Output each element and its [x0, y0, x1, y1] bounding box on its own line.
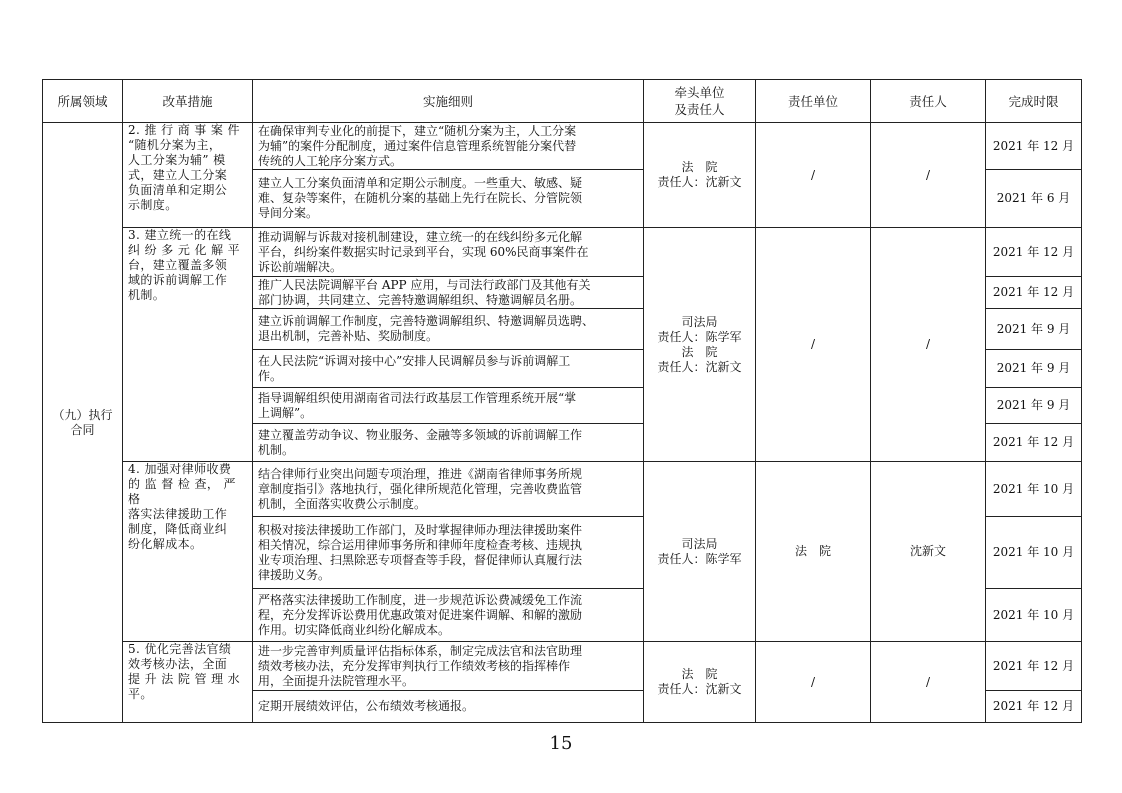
lead-unit-line: 司法局	[681, 314, 718, 329]
measure-text-line: 域的诉前调解工作	[128, 273, 228, 287]
detail-text-line: 建立覆盖劳动争议、物业服务、金融等多领域的诉前调解工作	[258, 427, 583, 442]
measure-text-line: 效考核办法，全面	[128, 657, 228, 671]
lead-unit-line: 法 院	[681, 160, 718, 174]
table-row	[43, 228, 1082, 277]
measure-text-line: 机制。	[128, 288, 166, 302]
deadline-cell: 2021 年 10 月	[986, 589, 1082, 642]
detail-text-line: 章制度指引》落地执行，强化律所规范化管理，完善收费监管	[258, 481, 583, 496]
detail-text-line: 导间分案。	[258, 206, 319, 220]
detail-text-line: 退出机制，完善补贴、奖励制度。	[258, 329, 439, 343]
table-header-row	[43, 80, 1082, 123]
deadline-cell: 2021 年 12 月	[986, 642, 1082, 691]
detail-cell	[253, 388, 644, 424]
lead-unit-cell	[644, 123, 756, 228]
detail-text-line: 传统的人工轮序分案方式。	[258, 153, 403, 168]
area-label: （九）执行	[52, 407, 113, 422]
lead-unit-line: 法 院	[681, 667, 718, 681]
detail-text-line: 律援助义务。	[258, 567, 331, 582]
lead-unit-line: 责任人：沈新文	[657, 682, 742, 696]
measure-text-line: 制度，降低商业纠	[128, 522, 228, 536]
measure-text-line: 平。	[128, 687, 153, 701]
measure-cell	[123, 123, 253, 228]
detail-cell	[253, 589, 644, 642]
detail-cell	[253, 309, 644, 350]
detail-text-line: 平台，纠纷案件数据实时记录到平台，实现 60%民商事案件在	[258, 244, 589, 259]
deadline-cell: 2021 年 9 月	[986, 350, 1082, 388]
area-label: 合同	[70, 422, 95, 437]
responsible-person-cell: /	[871, 642, 986, 723]
measure-text-line: 4. 加强对律师收费	[128, 462, 232, 476]
detail-text-line: 作用。切实降低商业纠纷化解成本。	[258, 622, 451, 637]
detail-text-line: 指导调解组织使用湖南省司法行政基层工作管理系统开展“掌	[258, 390, 577, 405]
measure-text-line: 式，建立人工分案	[128, 168, 228, 182]
detail-text-line: 用，全面提升法院管理水平。	[258, 673, 415, 688]
lead-unit-line: 责任人：沈新文	[657, 175, 742, 189]
page-number: 15	[549, 733, 573, 754]
detail-text-line: 机制。	[258, 442, 295, 457]
deadline-cell: 2021 年 9 月	[986, 388, 1082, 424]
responsible-unit-cell: /	[756, 228, 871, 462]
lead-unit-line: 司法局	[681, 536, 718, 551]
reform-measures-table	[42, 79, 1082, 723]
deadline-cell: 2021 年 12 月	[986, 424, 1082, 462]
responsible-person-cell: /	[871, 228, 986, 462]
measure-text-line: 的 监 督 检 查， 严 格	[128, 477, 236, 506]
detail-cell	[253, 424, 644, 462]
measure-text-line: 3. 建立统一的在线	[128, 228, 232, 242]
area-cell	[43, 123, 123, 723]
measure-text-line: 纠 纷 多 元 化 解 平	[128, 243, 241, 257]
measure-cell	[123, 642, 253, 723]
detail-text-line: 程，充分发挥诉讼费用优惠政策对促进案件调解、和解的激励	[258, 607, 583, 622]
lead-unit-cell	[644, 228, 756, 462]
deadline-cell: 2021 年 12 月	[986, 691, 1082, 723]
detail-text-line: 进一步完善审判质量评估指标体系，制定完成法官和法官助理	[258, 643, 583, 658]
detail-text-line: 积极对接法律援助工作部门，及时掌握律师办理法律援助案件	[258, 522, 583, 537]
deadline-cell: 2021 年 10 月	[986, 517, 1082, 589]
responsible-unit-cell: /	[756, 642, 871, 723]
deadline-cell: 2021 年 10 月	[986, 462, 1082, 517]
header-deadline: 完成时限	[986, 80, 1082, 123]
detail-text-line: 推广人民法院调解平台 APP 应用，与司法行政部门及其他有关	[258, 277, 591, 292]
measure-text-line: 示制度。	[128, 198, 178, 212]
detail-text-line: 推动调解与诉裁对接机制建设，建立统一的在线纠纷多元化解	[258, 229, 583, 244]
header-measure: 改革措施	[123, 80, 253, 123]
detail-text-line: 机制，全面落实收费公示制度。	[258, 496, 427, 511]
lead-unit-cell	[644, 462, 756, 642]
detail-text-line: 建立诉前调解工作制度，完善特邀调解组织、特邀调解员选聘、	[258, 314, 595, 328]
header-unit: 责任单位	[756, 80, 871, 123]
header-detail: 实施细则	[253, 80, 644, 123]
table-body	[43, 123, 1082, 723]
detail-cell	[253, 228, 644, 277]
detail-text-line: 上调解”。	[258, 405, 313, 420]
detail-cell	[253, 123, 644, 170]
header-lead	[644, 80, 756, 123]
lead-unit-cell	[644, 642, 756, 723]
detail-cell	[253, 350, 644, 388]
header-person: 责任人	[871, 80, 986, 123]
deadline-cell: 2021 年 6 月	[986, 170, 1082, 228]
header-lead-line2: 及责任人	[674, 102, 725, 117]
detail-text-line: 为辅”的案件分配制度，通过案件信息管理系统智能分案代替	[258, 138, 577, 153]
detail-text-line: 相关情况，综合运用律师事务所和律师年度检查考核、违规执	[258, 537, 583, 552]
measure-text-line: 台，建立覆盖多领	[128, 258, 228, 272]
detail-text-line: 难、复杂等案件，在随机分案的基础上先行在院长、分管院领	[258, 191, 583, 205]
detail-text-line: 部门协调，共同建立、完善特邀调解组织、特邀调解员名册。	[258, 292, 583, 307]
measure-text-line: 提 升 法 院 管 理 水	[128, 672, 241, 686]
table-row	[43, 462, 1082, 517]
table-row	[43, 123, 1082, 170]
detail-text-line: 建立人工分案负面清单和定期公示制度。一些重大、敏感、疑	[258, 176, 583, 190]
table-row	[43, 642, 1082, 691]
lead-unit-line: 责任人：沈新文	[657, 359, 742, 374]
detail-text-line: 定期开展绩效评估，公布绩效考核通报。	[258, 699, 475, 713]
measure-text-line: 纷化解成本。	[128, 537, 203, 551]
detail-cell	[253, 642, 644, 691]
detail-text-line: 诉讼前端解决。	[258, 259, 343, 274]
detail-text-line: 作。	[258, 368, 283, 383]
deadline-cell: 2021 年 9 月	[986, 309, 1082, 350]
measure-text-line: “随机分案为主，	[128, 138, 222, 152]
deadline-cell: 2021 年 12 月	[986, 123, 1082, 170]
detail-text-line: 绩效考核办法，充分发挥审判执行工作绩效考核的指挥棒作	[258, 658, 571, 673]
header-area: 所属领域	[43, 80, 123, 123]
detail-text-line: 业专项治理、扫黑除恶专项督查等手段，督促律师认真履行法	[258, 552, 583, 567]
detail-text-line: 在确保审判专业化的前提下，建立“随机分案为主，人工分案	[258, 123, 577, 138]
responsible-person-cell: /	[871, 123, 986, 228]
measure-text-line: 5. 优化完善法官绩	[128, 642, 232, 656]
detail-text-line: 结合律师行业突出问题专项治理，推进《湖南省律师事务所规	[258, 466, 583, 481]
detail-cell	[253, 462, 644, 517]
deadline-cell: 2021 年 12 月	[986, 277, 1082, 309]
detail-text-line: 在人民法院“诉调对接中心”安排人民调解员参与诉前调解工	[258, 353, 571, 368]
responsible-unit-cell: 法 院	[756, 462, 871, 642]
measure-text-line: 负面清单和定期公	[128, 183, 228, 197]
detail-cell	[253, 277, 644, 309]
header-lead-line1: 牵头单位	[674, 85, 725, 100]
measure-cell	[123, 228, 253, 462]
responsible-person-cell: 沈新文	[871, 462, 986, 642]
measure-text-line: 人工分案为辅” 模	[128, 153, 226, 167]
measure-text-line: 2. 推 行 商 事 案 件	[128, 123, 240, 137]
lead-unit-line: 责任人：陈学军	[657, 329, 742, 344]
detail-text-line: 严格落实法律援助工作制度，进一步规范诉讼费减缓免工作流	[258, 592, 583, 607]
lead-unit-line: 责任人：陈学军	[657, 551, 742, 566]
detail-cell	[253, 517, 644, 589]
detail-cell	[253, 691, 644, 723]
detail-cell	[253, 170, 644, 228]
deadline-cell: 2021 年 12 月	[986, 228, 1082, 277]
measure-cell	[123, 462, 253, 642]
measure-text-line: 落实法律援助工作	[128, 507, 228, 521]
responsible-unit-cell: /	[756, 123, 871, 228]
lead-unit-line: 法 院	[681, 344, 718, 359]
